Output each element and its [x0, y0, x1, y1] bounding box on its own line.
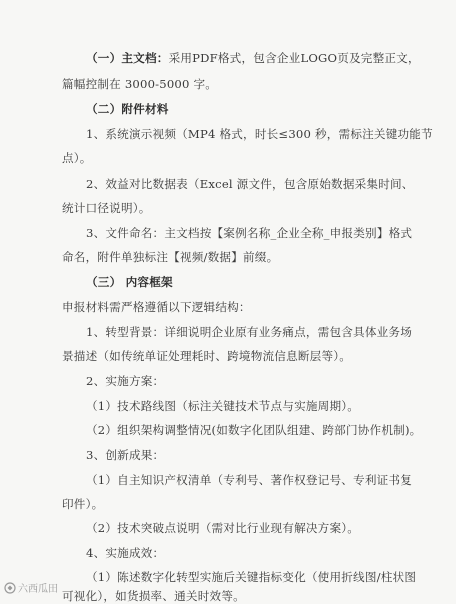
section-3-title: 3、创新成果：	[86, 448, 165, 462]
section-2-item-1: （1）技术路线图（标注关键技术节点与实施周期）。	[86, 399, 360, 413]
framework-heading: （三） 内容框架	[86, 275, 173, 289]
section-2-title: 2、实施方案：	[86, 374, 165, 388]
watermark	[4, 580, 58, 595]
attachment-item-1-line-2: 点）。	[62, 151, 92, 165]
attachment-item-2-line-2: 统计口径说明）。	[62, 201, 151, 215]
main-text-line-2: 篇幅控制在 3000-5000 字。	[62, 77, 218, 91]
section-3-item-1-line-2: 印件）。	[62, 497, 104, 511]
main-text-heading: （一）主文档：	[86, 51, 169, 65]
watermark-text: 六西瓜田	[18, 584, 58, 595]
section-2-item-2: （2）组织架构调整情况(如数字化团队组建、跨部门协作机制)。	[86, 423, 422, 437]
main-text-line-1	[86, 50, 420, 66]
section-4-title: 4、实施成效：	[86, 546, 165, 560]
section-4-item-1-line-1: （1）陈述数字化转型实施后关键指标变化（使用折线图/柱状图	[86, 570, 417, 584]
watermark-logo-icon	[4, 582, 16, 594]
attachment-item-3-line-1: 3、文件命名：主文档按【案例名称_企业全称_申报类别】格式	[86, 226, 413, 240]
attachments-heading: （二）附件材料	[86, 102, 169, 116]
attachment-item-2-line-1: 2、效益对比数据表（Excel 源文件，包含原始数据采集时间、	[86, 177, 414, 191]
section-4-item-1-line-2: 可视化），如货损率、通关时效等。	[62, 589, 245, 603]
attachment-item-3-line-2: 命名，附件单独标注【视频/数据】前缀。	[62, 250, 279, 264]
framework-intro: 申报材料需严格遵循以下逻辑结构：	[62, 300, 251, 314]
section-3-item-1-line-1: （1）自主知识产权清单（专利号、著作权登记号、专利证书复	[86, 473, 413, 487]
section-3-item-2: （2）技术突破点说明（需对比行业现有解决方案）。	[86, 521, 360, 535]
attachment-item-1-line-1: 1、系统演示视频（MP4 格式，时长≤300 秒，需标注关键功能节	[86, 127, 433, 141]
section-1-line-2: 景描述（如传统单证处理耗时、跨境物流信息断层等）。	[62, 349, 352, 363]
section-1-line-1: 1、转型背景：详细说明企业原有业务痛点，需包含具体业务场	[86, 325, 413, 339]
main-text-body: 采用PDF格式，包含企业LOGO页及完整正文，	[168, 51, 420, 65]
